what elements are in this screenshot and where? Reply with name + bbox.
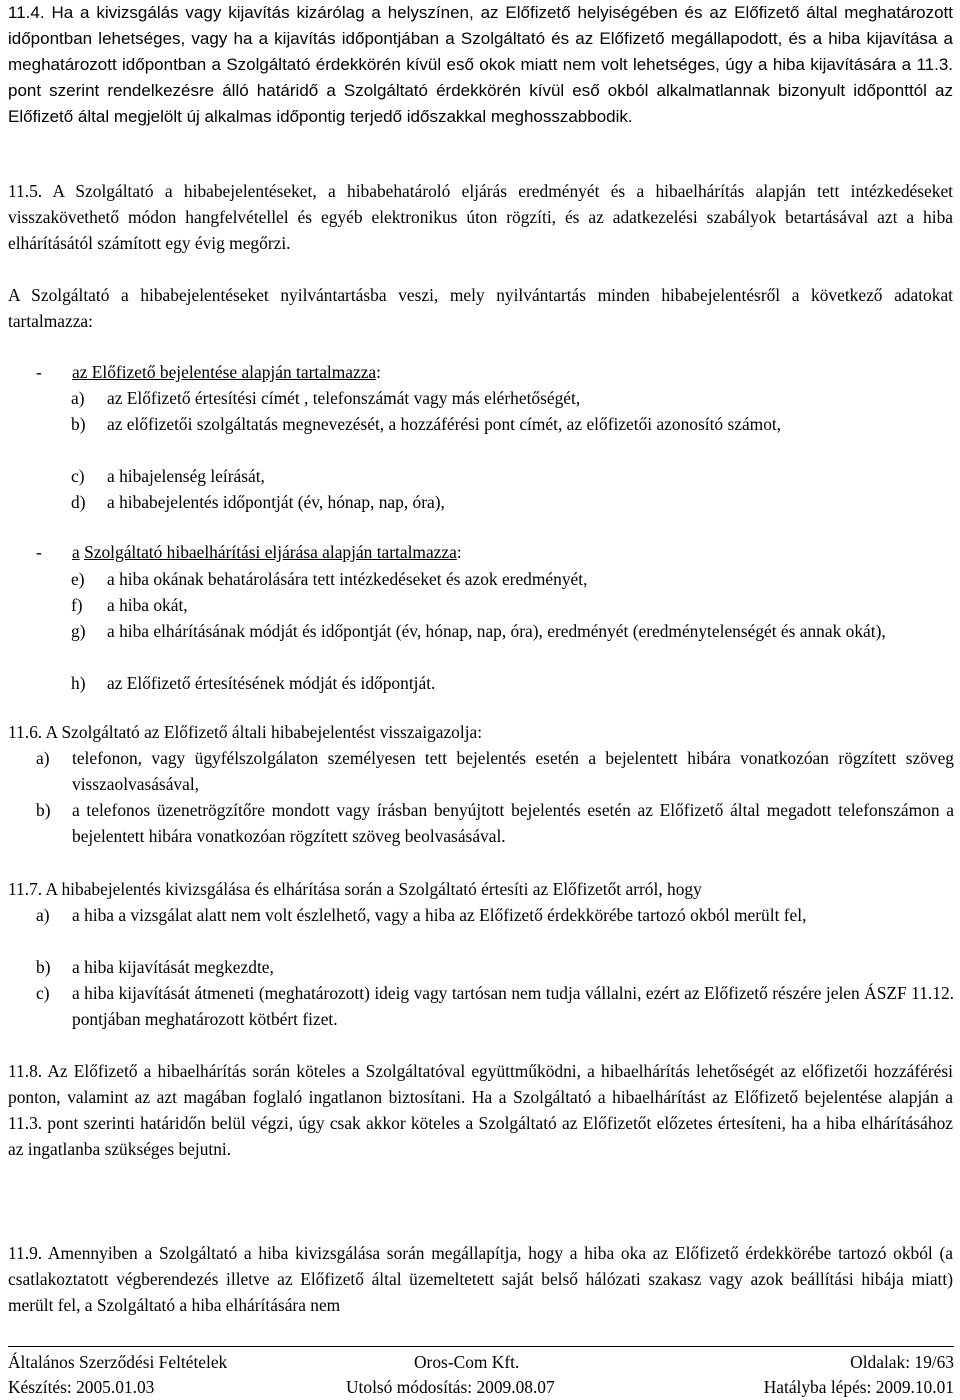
list-item <box>71 592 955 618</box>
list-dash: - <box>36 542 42 562</box>
item-text: a hibajelenség leírását, <box>107 466 265 486</box>
paragraph-text: Az Előfizető a hibaelhárítás során köteles a Szolgáltatóval együttműködni, a hibaelhárítás lehetőségét az előfizetői hozzáférési ponton, valamint az azt magában foglaló ingatlanon biztosítani. Ha a Szolgáltató a hibaelhárítást az Előfizető bejelentése alapján a 11.3. pont szerinti határidőn belül végzi, úgy csak akkor köteles a Szolgáltató az Előfizetőt előzetes értesíteni, ha a hiba elhárításához az ingatlanba szükséges bejutni. <box>8 1061 953 1159</box>
item-text: a hiba okát, <box>107 595 188 615</box>
paragraph-intro <box>8 282 953 334</box>
paragraph-number: 11.5. <box>8 181 43 201</box>
item-label: d) <box>71 492 86 512</box>
item-label: c) <box>36 983 50 1003</box>
list-heading-colon: : <box>456 542 462 562</box>
item-text: a hiba elhárításának módját és időpontját (év, hónap, nap, óra), eredményét (eredménytelenségét és annak okát), <box>107 621 886 641</box>
item-text: a hiba okának behatárolására tett intézkedéseket és azok eredményét, <box>107 569 588 589</box>
item-label: e) <box>71 569 85 589</box>
list-item <box>71 566 955 592</box>
item-label: a) <box>71 388 85 408</box>
list-heading-text: Szolgáltató hibaelhárítási eljárása alapján tartalmazza <box>84 542 457 562</box>
paragraph-number: 11.9. <box>8 1243 43 1263</box>
list-item <box>36 902 954 928</box>
item-text: a hibabejelentés időpontját (év, hónap, nap, óra), <box>107 492 445 512</box>
paragraph-11-5 <box>8 178 953 256</box>
item-label: f) <box>71 595 83 615</box>
paragraph-text-cont: pont szerint rendelkezésre álló határidő a Szolgáltató érdekkörén kívül eső okból alkalmatlannak bizonyult időponttól az Előfizető által megjelölt új alkalmas időpontig terjedő időszakkal meghosszabbodik. <box>8 81 953 126</box>
list-item <box>71 411 955 437</box>
footer-created-date: Készítés: 2005.01.03 <box>8 1377 155 1397</box>
paragraph-11-8 <box>8 1058 953 1162</box>
item-text: a hiba a vizsgálat alatt nem volt észlelhető, vagy a hiba az Előfizető érdekkörébe tartozó okból merült fel, <box>72 905 807 925</box>
item-text: a hiba kijavítását megkezdte, <box>72 957 274 977</box>
paragraph-number: 11.8. <box>8 1061 43 1081</box>
item-label: b) <box>71 414 86 434</box>
paragraph-number: 11.4. <box>8 3 45 22</box>
item-text: az előfizetői szolgáltatás megnevezését, a hozzáférési pont címét, az előfizetői azonosító számot, <box>107 414 782 434</box>
paragraph-number: 11.7. <box>8 879 43 899</box>
item-label: g) <box>71 621 86 641</box>
list-item <box>71 385 955 411</box>
list-item <box>36 954 954 980</box>
paragraph-11-7 <box>8 876 953 902</box>
footer-effective-date: Hatályba lépés: 2009.10.01 <box>763 1377 954 1397</box>
paragraph-text: A Szolgáltató a hibabejelentéseket, a hibabehatároló eljárás eredményét és a hibaelhárítás alapján tett intézkedéseket visszakövethető módon hangfelvétellel és egyéb elektronikus úton rögzíti, és az adatkezelési szabályok betartásával azt a hiba elhárításától számított egy évig megőrzi. <box>8 181 953 253</box>
item-text: a hiba kijavítását átmeneti (meghatározott) ideig vagy tartósan nem tudja vállalni, ezért az Előfizető részére jelen ÁSZF 11.12. pontjában meghatározott kötbért fizet. <box>72 983 954 1029</box>
footer-company: Oros-Com Kft. <box>414 1352 520 1372</box>
footer-page-number: Oldalak: 19/63 <box>850 1352 954 1372</box>
paragraph-text: Amennyiben a Szolgáltató a hiba kivizsgálása során megállapítja, hogy a hiba oka az Előfizető érdekkörébe tartozó okból (a csatlakoztatott végberendezés illetve az Előfizető által üzemeltetett saját belső hálózati szakasz vagy azok beállítási hibája miatt) merült fel, a Szolgáltató a hiba elhárítására nem <box>8 1243 953 1315</box>
paragraph-number: 11.6. <box>8 722 43 742</box>
paragraph-text: Ha a kivizsgálás vagy kijavítás kizárólag a helyszínen, az Előfizető helyiségében és az Előfizető által meghatározott időpontban lehetséges, vagy ha a kijavítás időpontjában a Szolgáltató és az Előfizető megállapodott, és a hiba kijavítása a meghatározott időpontban a Szolgáltató érdekkörén kívül eső okok miatt nem volt lehetséges, úgy a hiba kijavítására a 11.3. <box>8 3 953 74</box>
paragraph-11-4 <box>8 0 953 130</box>
paragraph-text: A Szolgáltató a hibabejelentéseket nyilvántartásba veszi, mely nyilvántartás minden hibabejelentésről a következő adatokat tartalmazza: <box>8 285 953 331</box>
list2-heading <box>36 539 956 565</box>
paragraph-11-9 <box>8 1240 953 1318</box>
list-heading-colon: : <box>376 362 381 382</box>
item-text: a telefonos üzenetrögzítőre mondott vagy írásban benyújtott bejelentés esetén az Előfizető által megadott telefonszámon a bejelentett hibára vonatkozóan rögzített szöveg beolvasásával. <box>72 800 954 846</box>
list-item <box>71 670 955 696</box>
list-item <box>36 745 954 797</box>
list-item <box>36 797 954 849</box>
item-label: a) <box>36 748 50 768</box>
list-item <box>71 489 955 515</box>
paragraph-11-6 <box>8 719 953 745</box>
footer-doc-title: Általános Szerződési Feltételek <box>8 1352 228 1372</box>
paragraph-text: A hibabejelentés kivizsgálása és elhárítása során a Szolgáltató értesíti az Előfizetőt arról, hogy <box>45 879 702 899</box>
item-label: b) <box>36 800 51 820</box>
list-item <box>36 980 954 1032</box>
list-item <box>71 618 955 644</box>
list-item <box>71 463 955 489</box>
item-label: h) <box>71 673 86 693</box>
list-heading-a: a <box>72 542 80 562</box>
paragraph-text: A Szolgáltató az Előfizető általi hibabejelentést visszaigazolja: <box>45 722 483 742</box>
item-label: c) <box>71 466 85 486</box>
footer-divider <box>8 1346 954 1347</box>
list-heading-text: az Előfizető bejelentése alapján tartalmazza <box>72 362 377 382</box>
item-label: a) <box>36 905 50 925</box>
item-text: telefonon, vagy ügyfélszolgálaton személyesen tett bejelentés esetén a bejelentett hibára vonatkozóan rögzített szöveg visszaolvasásával, <box>72 748 954 794</box>
list1-heading <box>36 359 956 385</box>
item-text: az Előfizető értesítési címét , telefonszámát vagy más elérhetőségét, <box>107 388 581 408</box>
item-text: az Előfizető értesítésének módját és időpontját. <box>107 673 436 693</box>
list-dash: - <box>36 362 42 382</box>
item-label: b) <box>36 957 51 977</box>
footer-modified-date: Utolsó módosítás: 2009.08.07 <box>346 1377 555 1397</box>
